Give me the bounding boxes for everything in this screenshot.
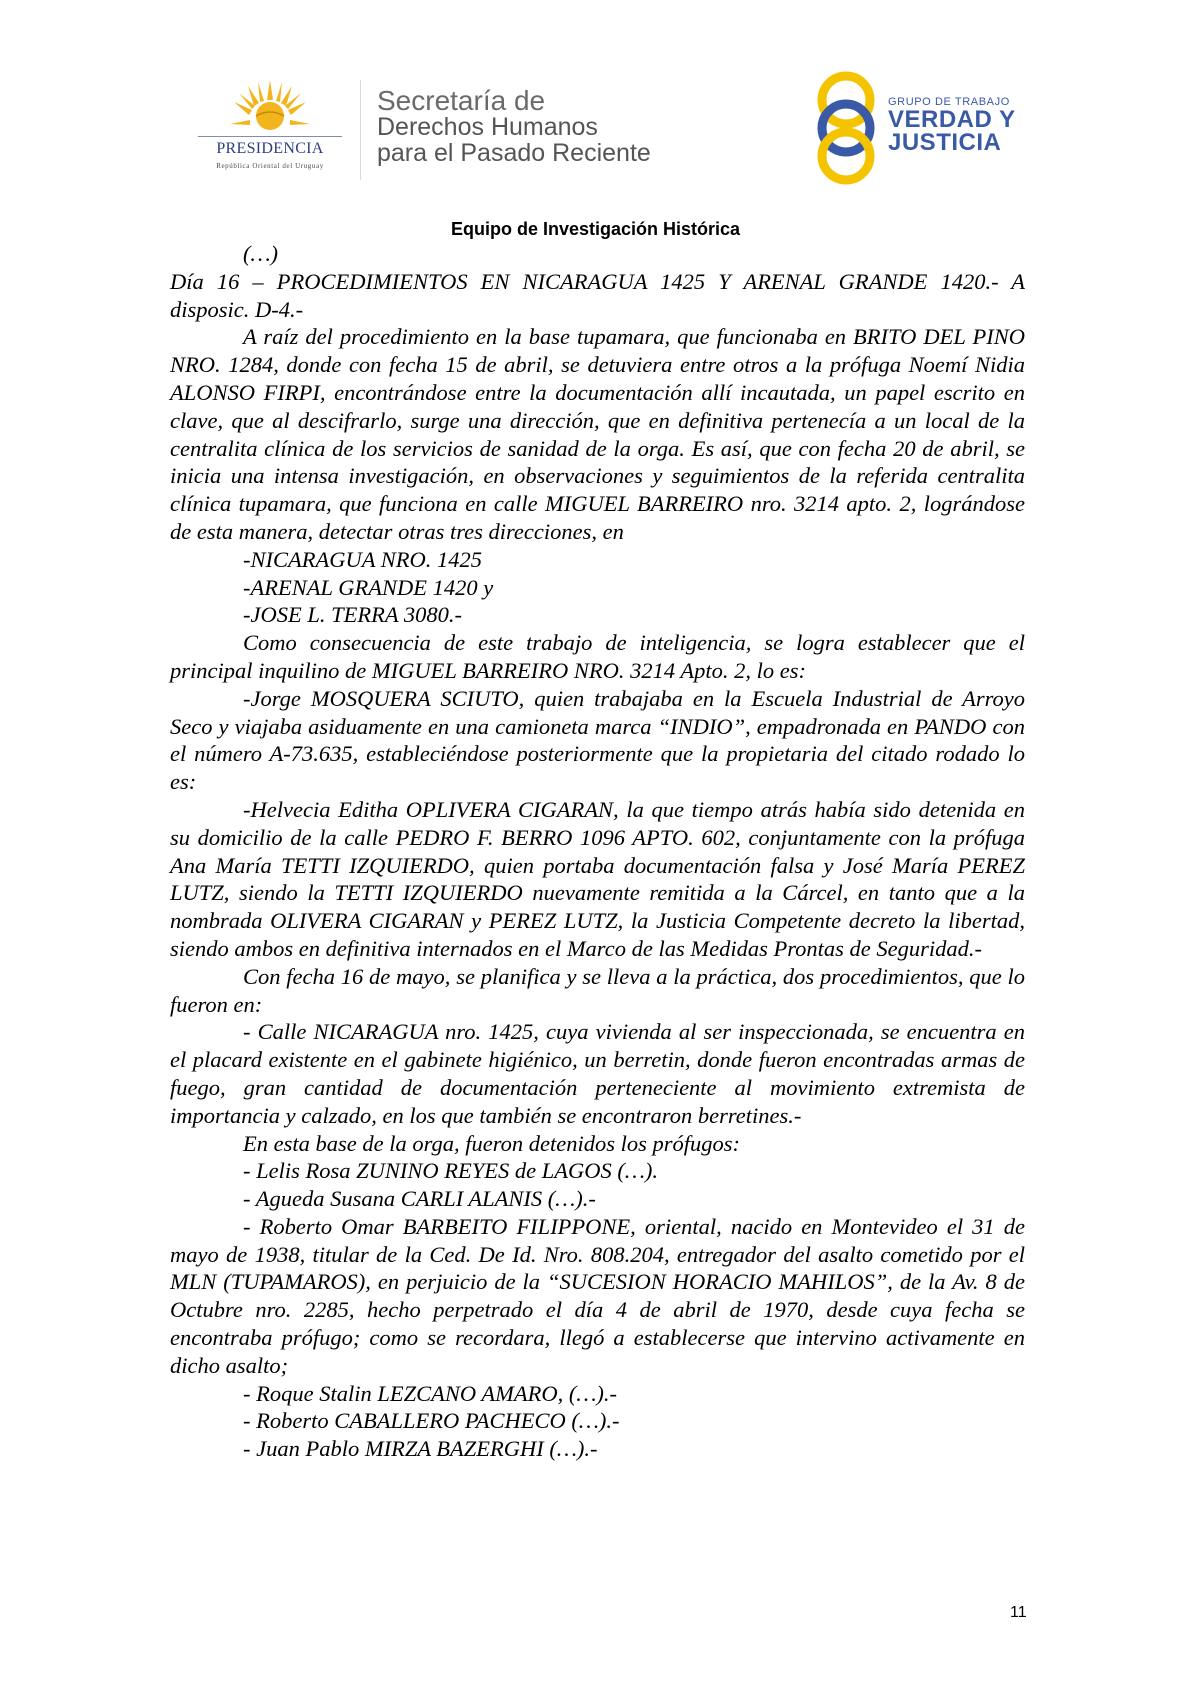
paragraph: (…) (243, 241, 278, 266)
secretaria-title (377, 85, 651, 167)
list-item: -ARENAL GRANDE 1420 y (243, 574, 494, 600)
list-item: - Roque Stalin LEZCANO AMARO, (…).- (243, 1380, 617, 1406)
gtvj-line-1: VERDAD Y (888, 106, 1016, 133)
list-item: -NICARAGUA NRO. 1425 (243, 546, 482, 572)
paragraph: Con fecha 16 de mayo, se planifica y se lleva a la práctica, dos procedimientos, que lo fueron en: (170, 963, 1025, 1017)
paragraph: A raíz del procedimiento en la base tupamara, que funcionaba en BRITO DEL PINO NRO. 1284, donde con fecha 15 de abril, se detuviera entre otros a la prófuga Noemí Nidia ALONSO FIRPI, encontrándose entre la documentación allí incautada, un papel escrito en clave, que al descifrarlo, surge una dirección, que en definitiva pertenecía a un local de la centralita clínica de los servicios de sanidad de la orga. Es así, que con fecha 20 de abril, se inicia una intensa investigación, en observaciones y seguimientos de la referida centralita clínica tupamara, que funciona en calle MIGUEL BARREIRO nro. 3214 apto. 2, lográndose de esta manera, detectar otras tres direcciones, en (170, 324, 1025, 544)
secretaria-line-1: Secretaría de (377, 85, 546, 116)
list-item: - Juan Pablo MIRZA BAZERGHI (…).- (243, 1436, 598, 1462)
presidencia-logo (190, 78, 350, 178)
paragraph: - Roberto Omar BARBEITO FILIPPONE, oriental, nacido en Montevideo el 31 de mayo de 1938, titular de la Ced. De Id. Nro. 808.204, entregador del asalto cometido por el MLN (TUPAMAROS), en perjuicio de la “SUCESION HORACIO MAHILOS”, de la Av. 8 de Octubre nro. 2285, hecho perpetrado el día 4 de abril de 1970, desde cuya fecha se encontraba prófugo; como se recordara, llegó a establecerse que intervino activamente en dicho asalto; (170, 1213, 1025, 1378)
paragraph: Como consecuencia de este trabajo de inteligencia, se logra establecer que el principal inquilino de MIGUEL BARREIRO NRO. 3214 Apto. 2, lo es: (170, 630, 1025, 683)
presidencia-subtitle: República Oriental del Uruguay (216, 162, 324, 170)
page-number: 11 (1010, 1604, 1027, 1621)
team-title: Equipo de Investigación Histórica (450, 219, 741, 239)
sun-icon (230, 78, 310, 138)
paragraph: - Calle NICARAGUA nro. 1425, cuya vivienda al ser inspeccionada, se encuentra en el placard existente en el gabinete higiénico, un berretin, donde fueron encontradas armas de fuego, gran cantidad de documentación perteneciente al movimiento extremista de importancia y calzado, en los que también se encontraron berretines.- (170, 1019, 1025, 1128)
list-item: - Roberto CABALLERO PACHECO (…).- (243, 1408, 620, 1434)
header-divider (360, 80, 361, 180)
gtvj-small: GRUPO DE TRABAJO (888, 96, 1010, 108)
presidencia-name: PRESIDENCIA (216, 140, 324, 157)
list-item: En esta base de la orga, fueron detenidos los prófugos: (243, 1130, 741, 1156)
document-body (170, 240, 1025, 1463)
secretaria-line-3: para el Pasado Reciente (377, 139, 651, 167)
presidencia-rule (198, 136, 342, 137)
list-item: - Agueda Susana CARLI ALANIS (…).- (243, 1186, 596, 1212)
page-header (0, 0, 1191, 200)
list-item: - Lelis Rosa ZUNINO REYES de LAGOS (…). (243, 1158, 658, 1184)
gtvj-line-2: JUSTICIA (888, 129, 1002, 156)
secretaria-line-2: Derechos Humanos (377, 113, 598, 141)
paragraph: -Helvecia Editha OPLIVERA CIGARAN, la que tiempo atrás había sido detenida en su domicilio de la calle PEDRO F. BERRO 1096 APTO. 602, conjuntamente con la prófuga Ana María TETTI IZQUIERDO, quien portaba documentación falsa y José María PEREZ LUTZ, siendo la TETTI IZQUIERDO nuevamente remitida a la Cárcel, en tanto que a la nombrada OLIVERA CIGARAN y PEREZ LUTZ, la Justicia Competente decreto la libertad, siendo ambos en definitiva internados en el Marco de las Medidas Prontas de Seguridad.- (170, 796, 1025, 961)
verdad-justicia-wordmark (888, 96, 1016, 154)
paragraph: Día 16 – PROCEDIMIENTOS EN NICARAGUA 1425 Y ARENAL GRANDE 1420.- A disposic. D-4.- (170, 268, 1025, 322)
list-item: -JOSE L. TERRA 3080.- (243, 602, 462, 628)
paragraph: -Jorge MOSQUERA SCIUTO, quien trabajaba en la Escuela Industrial de Arroyo Seco y viajaba asiduamente en una camioneta marca “INDIO”, empadronada en PANDO con el número A-73.635, estableciéndose posteriormente que la propietaria del citado rodado lo es: (170, 685, 1025, 795)
